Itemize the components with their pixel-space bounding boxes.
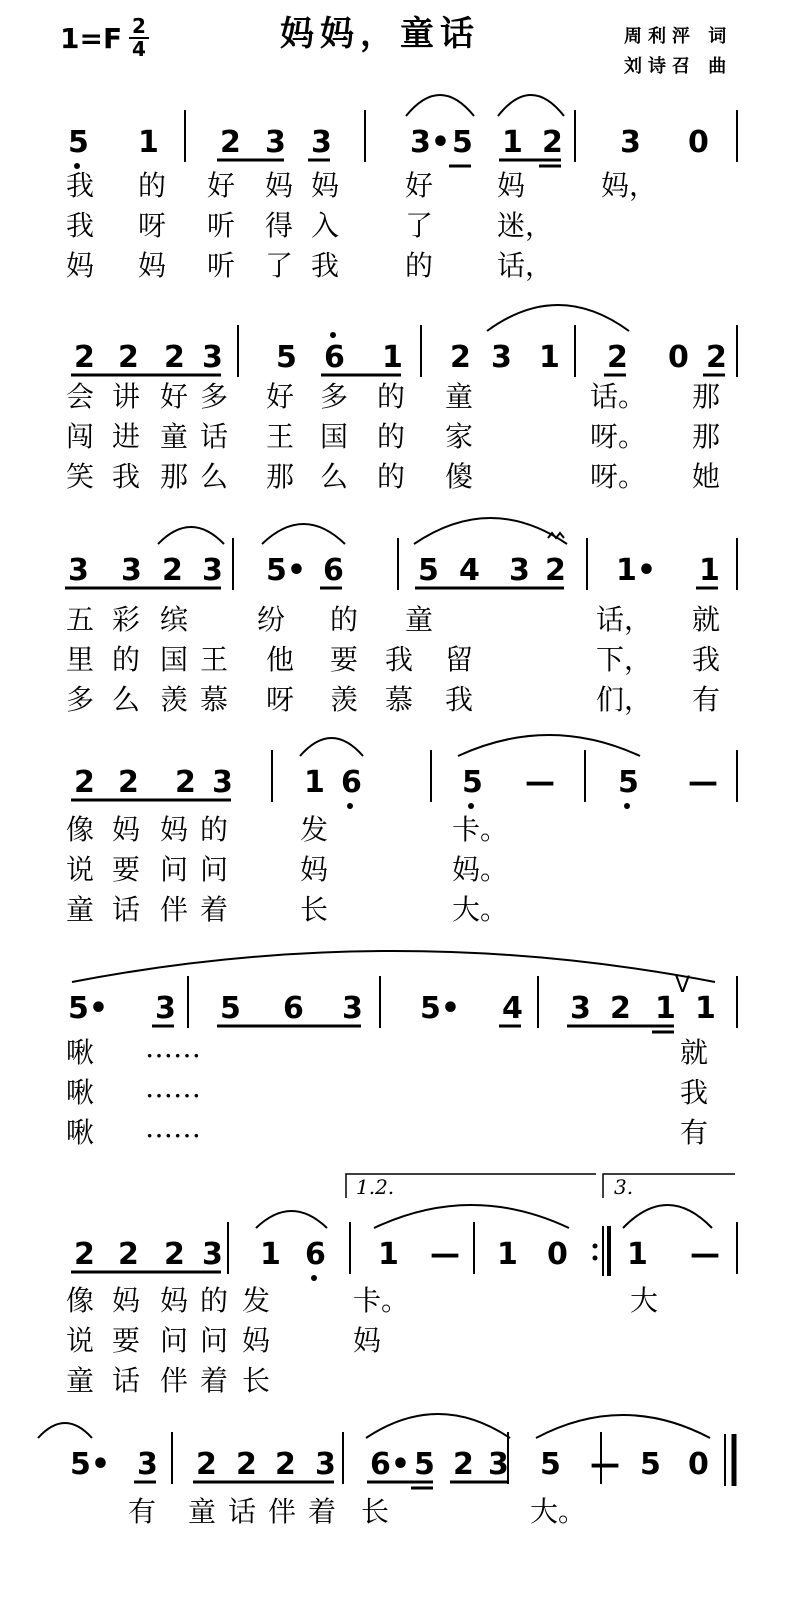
lyric-syllable: 妈 — [497, 169, 526, 202]
lyric-syllable: 话 — [112, 893, 141, 926]
lyric-syllable: 话， — [497, 249, 554, 282]
song-title: 妈妈，童话 — [280, 14, 480, 54]
lyric-syllable: 会 — [66, 380, 95, 413]
note: 4 — [459, 553, 480, 588]
lyric-syllable: 啾 — [66, 1116, 95, 1149]
lyric-syllable: 我 — [66, 209, 95, 242]
note: 3 — [342, 991, 363, 1026]
lyric-syllable: 听 — [207, 209, 236, 242]
note: 3 — [68, 553, 89, 588]
lyric-syllable: 妈 — [138, 249, 167, 282]
note: 3 — [137, 1447, 158, 1482]
lyric-syllable: 妈 — [265, 169, 294, 202]
lyric-syllable: 的 — [200, 1284, 229, 1317]
lyric-syllable: 了 — [405, 209, 434, 242]
lyric-syllable: 的 — [377, 420, 406, 453]
lyric-syllable: 妈 — [112, 813, 141, 846]
note: 3 — [488, 1447, 509, 1482]
note: 3 — [509, 553, 530, 588]
lyric-syllable: 呀 — [138, 209, 167, 242]
score-system — [71, 735, 737, 809]
note: 1 — [260, 1237, 281, 1272]
lyric-syllable: 的 — [405, 249, 434, 282]
lyric-syllable: 迷， — [497, 209, 554, 242]
note: 1 — [655, 991, 676, 1026]
lyric-syllable: 长 — [300, 893, 329, 926]
lyric-syllable: 的 — [112, 643, 141, 676]
note: 5• — [68, 991, 109, 1026]
note: 5 — [414, 1447, 435, 1482]
note: 3 — [155, 991, 176, 1026]
lyric-syllable: 我 — [112, 460, 141, 493]
note: 1 — [502, 125, 523, 160]
lyric-syllable: 国 — [320, 420, 349, 453]
lyric-syllable: 大。 — [452, 893, 509, 926]
lyric-syllable: 得 — [265, 209, 294, 242]
lyric-syllable: 入 — [311, 209, 340, 242]
lyric-syllable: 的 — [377, 380, 406, 413]
lyric-syllable: 那 — [266, 460, 295, 493]
key-signature: 1=F — [60, 22, 123, 55]
lyric-syllable: 国 — [160, 643, 189, 676]
lyric-syllable: 那 — [160, 460, 189, 493]
lyric-syllable: 么 — [200, 460, 229, 493]
slur — [256, 1211, 327, 1228]
lyric-syllable: 呀。 — [590, 460, 647, 493]
lyric-syllable: 羡 — [330, 683, 359, 716]
slur — [458, 735, 640, 756]
note: 1 — [699, 553, 720, 588]
lyric-syllable: 讲 — [112, 380, 141, 413]
lyric-syllable: 有 — [128, 1495, 157, 1528]
note: 3 — [265, 125, 286, 160]
lyricist-credit: 周利泙 词 — [624, 26, 733, 47]
lyric-syllable: 彩 — [112, 603, 141, 636]
lyric-syllable: 妈 — [112, 1284, 141, 1317]
lyric-syllable: 王 — [266, 420, 295, 453]
note: 6 — [305, 1237, 326, 1272]
lyric-syllable: 着 — [200, 1364, 229, 1397]
note: 2 — [175, 765, 196, 800]
lyric-syllable: 就 — [680, 1036, 709, 1069]
note: 5 — [276, 340, 297, 375]
note: 5 — [540, 1447, 561, 1482]
slur — [38, 1423, 92, 1438]
note: 0 — [688, 125, 709, 160]
slur — [300, 738, 363, 756]
note: 2 — [542, 125, 563, 160]
slur — [72, 951, 715, 982]
score-system — [71, 305, 737, 377]
composer-credit: 刘诗召 曲 — [624, 56, 733, 77]
note: 3 — [311, 125, 332, 160]
note: 6 — [324, 340, 345, 375]
note: 3 — [315, 1447, 336, 1482]
note: 0 — [668, 340, 689, 375]
lyric-syllable: 妈 — [242, 1324, 271, 1357]
lyric-syllable: 好 — [405, 169, 434, 202]
note: 1 — [627, 1237, 648, 1272]
note: 2 — [607, 340, 628, 375]
lyric-syllable: 卡。 — [353, 1284, 410, 1317]
note: 2 — [236, 1447, 257, 1482]
score-system — [65, 518, 737, 590]
note: 6 — [283, 991, 304, 1026]
score-system — [68, 95, 737, 169]
slur — [414, 518, 567, 544]
note: 0 — [688, 1447, 709, 1482]
lyric-syllable: 问 — [200, 853, 229, 886]
note: 5 — [68, 125, 89, 160]
lyric-syllable: 话 — [112, 1364, 141, 1397]
note: 5• — [420, 991, 461, 1026]
note: 2 — [118, 340, 139, 375]
repeat-dot — [593, 1244, 598, 1249]
note: 2 — [610, 991, 631, 1026]
volta-label-2: 3. — [614, 1175, 634, 1199]
note: 1 — [378, 1237, 399, 1272]
lyric-syllable: 们， — [596, 683, 653, 716]
lyric-syllable: 多 — [200, 380, 229, 413]
note: — — [590, 1447, 620, 1482]
lyric-syllable: 伴 — [160, 893, 189, 926]
octave-dot — [347, 803, 353, 809]
note: 1 — [382, 340, 403, 375]
lyric-syllable: 大 — [630, 1284, 659, 1317]
note: 2 — [74, 765, 95, 800]
lyric-syllable: 我 — [311, 249, 340, 282]
lyric-syllable: 要 — [112, 1324, 141, 1357]
lyric-syllable: 问 — [200, 1324, 229, 1357]
lyric-syllable: 纷 — [257, 603, 286, 636]
note: 2 — [162, 553, 183, 588]
note: 0 — [547, 1237, 568, 1272]
lyric-syllable: 的 — [330, 603, 359, 636]
note: 3 — [620, 125, 641, 160]
lyric-syllable: 要 — [112, 853, 141, 886]
lyric-syllable: 说 — [66, 853, 95, 886]
lyric-syllable: 妈 — [300, 853, 329, 886]
note: 6• — [370, 1447, 411, 1482]
lyric-syllable: 的 — [377, 460, 406, 493]
slur — [487, 305, 629, 331]
note: 3 — [202, 553, 223, 588]
lyric-syllable: 发 — [242, 1284, 271, 1317]
lyric-syllable: 伴 — [268, 1495, 297, 1528]
note: 5 — [618, 765, 639, 800]
time-signature-bottom: 4 — [132, 37, 146, 61]
lyric-syllable: 的 — [200, 813, 229, 846]
note: 2 — [196, 1447, 217, 1482]
lyric-syllable: 她 — [692, 460, 721, 493]
time-signature-top: 2 — [132, 14, 146, 38]
lyric-syllable: 妈， — [601, 169, 658, 202]
lyric-syllable: 童 — [66, 893, 95, 926]
lyric-syllable: 好 — [207, 169, 236, 202]
lyric-syllable: 慕 — [200, 683, 229, 716]
lyric-syllable: …… — [145, 1111, 201, 1144]
note: 5• — [70, 1447, 111, 1482]
note: 1 — [695, 991, 716, 1026]
octave-dot — [330, 332, 336, 338]
lyric-syllable: 妈。 — [452, 853, 509, 886]
lyric-syllable: 妈 — [160, 813, 189, 846]
lyric-syllable: 那 — [692, 420, 721, 453]
lyric-syllable: 笑 — [66, 460, 95, 493]
lyric-syllable: 进 — [112, 420, 141, 453]
note: 5 — [418, 553, 439, 588]
lyric-syllable: 傻 — [445, 460, 474, 493]
octave-dot — [311, 1275, 317, 1281]
note: 2 — [450, 340, 471, 375]
slur — [623, 1205, 712, 1228]
note: 2 — [118, 1237, 139, 1272]
lyric-syllable: 王 — [200, 643, 229, 676]
lyric-syllable: 的 — [138, 169, 167, 202]
note: 2 — [220, 125, 241, 160]
lyric-syllable: 我 — [680, 1076, 709, 1109]
lyric-syllable: …… — [145, 1071, 201, 1104]
note: 2 — [706, 340, 727, 375]
lyric-syllable: 卡。 — [452, 813, 509, 846]
note: 5 — [640, 1447, 661, 1482]
repeat-dot — [593, 1256, 598, 1261]
lyric-syllable: 妈 — [353, 1324, 382, 1357]
lyric-syllable: 妈 — [66, 249, 95, 282]
note: 6 — [323, 553, 344, 588]
note: 1 — [138, 125, 159, 160]
lyric-syllable: 留 — [445, 643, 474, 676]
lyric-syllable: 着 — [200, 893, 229, 926]
note: 2 — [164, 340, 185, 375]
lyric-syllable: 大。 — [530, 1495, 587, 1528]
lyric-syllable: 多 — [66, 683, 95, 716]
score-system — [71, 1174, 737, 1281]
lyric-syllable: 家 — [445, 420, 474, 453]
note: 2 — [453, 1447, 474, 1482]
note: 1 — [497, 1237, 518, 1272]
lyric-syllable: 慕 — [385, 683, 414, 716]
lyric-syllable: 妈 — [160, 1284, 189, 1317]
lyric-syllable: 么 — [320, 460, 349, 493]
lyric-syllable: 闯 — [66, 420, 95, 453]
octave-dot — [624, 803, 630, 809]
lyric-syllable: 要 — [330, 643, 359, 676]
note: 3 — [202, 340, 223, 375]
lyric-syllable: 童 — [160, 420, 189, 453]
note: 3 — [491, 340, 512, 375]
lyric-syllable: 我 — [385, 643, 414, 676]
lyric-syllable: 像 — [66, 1284, 95, 1317]
note: — — [690, 1237, 720, 1272]
lyric-syllable: …… — [145, 1031, 201, 1064]
lyric-syllable: 像 — [66, 813, 95, 846]
lyric-syllable: 着 — [308, 1495, 337, 1528]
note: 4 — [502, 991, 523, 1026]
lyric-syllable: 童 — [188, 1495, 217, 1528]
lyric-syllable: 童 — [445, 380, 474, 413]
note: 1 — [539, 340, 560, 375]
lyric-syllable: 长 — [361, 1495, 390, 1528]
lyric-syllable: 呀。 — [590, 420, 647, 453]
slur — [406, 95, 474, 116]
lyric-syllable: 呀 — [266, 683, 295, 716]
lyric-syllable: 羡 — [160, 683, 189, 716]
lyric-syllable: 多 — [320, 380, 349, 413]
slur — [366, 1414, 510, 1438]
note: 1 — [304, 765, 325, 800]
lyric-syllable: 我 — [66, 169, 95, 202]
lyric-syllable: 么 — [112, 683, 141, 716]
lyric-syllable: 长 — [242, 1364, 271, 1397]
lyric-syllable: 我 — [445, 683, 474, 716]
slur — [158, 527, 224, 544]
lyric-syllable: 下， — [596, 643, 653, 676]
note: — — [688, 765, 718, 800]
note: 3 — [570, 991, 591, 1026]
note: 5 — [452, 125, 473, 160]
slur — [262, 524, 345, 544]
lyric-syllable: 发 — [300, 813, 329, 846]
note: 2 — [164, 1237, 185, 1272]
note: 2 — [118, 765, 139, 800]
note: 3 — [202, 1237, 223, 1272]
note: — — [525, 765, 555, 800]
slur — [536, 1415, 710, 1438]
lyric-syllable: 话。 — [590, 380, 647, 413]
note: 6 — [341, 765, 362, 800]
lyric-syllable: 有 — [692, 683, 721, 716]
lyric-syllable: 有 — [680, 1116, 709, 1149]
note: 5 — [220, 991, 241, 1026]
note: 2 — [545, 553, 566, 588]
note: 1• — [616, 553, 657, 588]
score-system — [38, 1414, 734, 1488]
score-system — [68, 951, 737, 1032]
mordent-mark — [548, 533, 564, 538]
lyric-syllable: 好 — [266, 380, 295, 413]
lyric-syllable: 缤 — [160, 603, 189, 636]
lyric-syllable: 他 — [266, 643, 295, 676]
lyric-syllable: 我 — [692, 643, 721, 676]
lyric-syllable: 妈 — [311, 169, 340, 202]
lyric-syllable: 啾 — [66, 1076, 95, 1109]
note: 3 — [212, 765, 233, 800]
lyric-syllable: 五 — [66, 603, 95, 636]
note: 5• — [266, 553, 307, 588]
note: 3 — [121, 553, 142, 588]
lyric-syllable: 里 — [66, 643, 95, 676]
lyric-syllable: 就 — [692, 603, 721, 636]
note: — — [430, 1237, 460, 1272]
note: 2 — [74, 1237, 95, 1272]
lyric-syllable: 了 — [265, 249, 294, 282]
breath-mark: V — [675, 973, 691, 998]
lyric-syllable: 啾 — [66, 1036, 95, 1069]
lyric-syllable: 那 — [692, 380, 721, 413]
slur — [498, 95, 564, 116]
lyric-syllable: 听 — [207, 249, 236, 282]
note: 2 — [74, 340, 95, 375]
lyric-syllable: 说 — [66, 1324, 95, 1357]
lyric-syllable: 问 — [160, 853, 189, 886]
volta-label-1: 1.2. — [356, 1175, 395, 1199]
lyric-syllable: 话 — [200, 420, 229, 453]
note: 2 — [275, 1447, 296, 1482]
lyric-syllable: 问 — [160, 1324, 189, 1357]
slur — [374, 1205, 569, 1228]
lyric-syllable: 童 — [66, 1364, 95, 1397]
lyric-syllable: 童 — [405, 603, 434, 636]
note: 5 — [462, 765, 483, 800]
lyric-syllable: 话 — [228, 1495, 257, 1528]
note: 3• — [410, 125, 451, 160]
lyric-syllable: 伴 — [160, 1364, 189, 1397]
lyric-syllable: 话， — [596, 603, 653, 636]
lyric-syllable: 好 — [160, 380, 189, 413]
